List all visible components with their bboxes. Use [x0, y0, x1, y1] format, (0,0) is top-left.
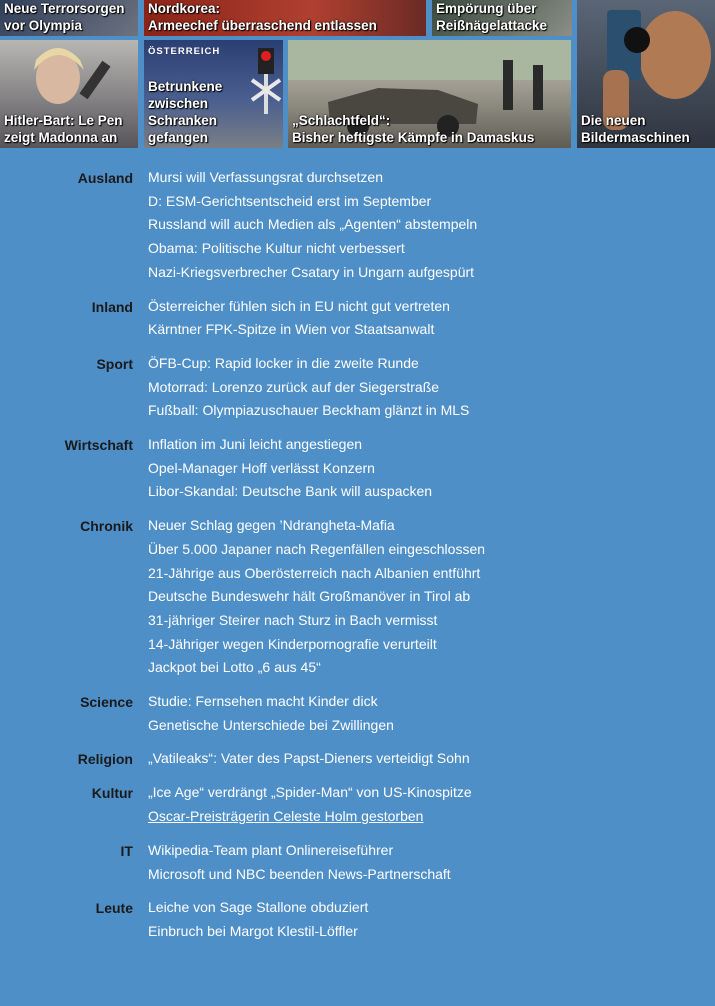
- news-link[interactable]: Kärntner FPK-Spitze in Wien vor Staatsanwalt: [148, 321, 435, 338]
- news-link[interactable]: 31-jähriger Steirer nach Sturz in Bach vermisst: [148, 611, 438, 628]
- news-link[interactable]: Über 5.000 Japaner nach Regenfällen eingeschlossen: [148, 540, 486, 557]
- section-inland: [0, 295, 715, 342]
- news-link[interactable]: „Vatileaks“: Vater des Papst-Dieners verteidigt Sohn: [148, 750, 470, 767]
- section-label: IT: [120, 842, 133, 859]
- teaser-caption: „Schlachtfeld“: Bisher heftigste Kämpfe in Damaskus: [292, 113, 535, 145]
- news-link[interactable]: Opel-Manager Hoff verlässt Konzern: [148, 459, 375, 476]
- section-label: Sport: [96, 355, 133, 372]
- section-kultur: [0, 781, 715, 828]
- section-label: Chronik: [80, 518, 133, 535]
- news-link[interactable]: Microsoft und NBC beenden News-Partnerschaft: [148, 865, 451, 882]
- section-label: Inland: [91, 298, 133, 315]
- section-label: Kultur: [91, 785, 133, 802]
- news-link[interactable]: D: ESM-Gerichtsentscheid erst im September: [148, 192, 432, 209]
- news-link[interactable]: Obama: Politische Kultur nicht verbessert: [148, 240, 405, 257]
- news-link[interactable]: Jackpot bei Lotto „6 aus 45“: [148, 659, 321, 676]
- news-link[interactable]: Wikipedia-Team plant Onlinereiseführer: [148, 841, 394, 858]
- news-link[interactable]: Leiche von Sage Stallone obduziert: [148, 899, 369, 916]
- section-leute: [0, 896, 715, 943]
- news-link[interactable]: Libor-Skandal: Deutsche Bank will auspacken: [148, 483, 433, 500]
- teaser-caption: Betrunkene zwischen Schranken gefangen: [148, 79, 223, 145]
- section-label: Science: [80, 694, 133, 711]
- news-link[interactable]: Russland will auch Medien als „Agenten“ abstempeln: [148, 216, 478, 233]
- section-wirtschaft: [0, 433, 715, 504]
- section-science: [0, 690, 715, 737]
- section-religion: [0, 747, 715, 771]
- teaser-terrorsorgen[interactable]: [0, 0, 138, 36]
- teaser-nordkorea[interactable]: [144, 0, 426, 36]
- teaser-caption: Neue Terrorsorgen vor Olympia: [4, 1, 125, 33]
- news-link[interactable]: „Ice Age“ verdrängt „Spider-Man“ von US-Kinospitze: [148, 784, 472, 801]
- news-link[interactable]: Motorrad: Lorenzo zurück auf der Siegerstraße: [148, 378, 440, 395]
- news-link[interactable]: 14-Jähriger wegen Kinderpornografie verurteilt: [148, 635, 437, 652]
- section-ausland: [0, 166, 715, 285]
- news-link[interactable]: Neuer Schlag gegen ’Ndrangheta-Mafia: [148, 517, 395, 534]
- news-list: [0, 166, 715, 954]
- news-link[interactable]: Einbruch bei Margot Klestil-Löffler: [148, 922, 358, 939]
- news-link[interactable]: Deutsche Bundeswehr hält Großmanöver in Tirol ab: [148, 588, 471, 605]
- teaser-reissnaegel[interactable]: [432, 0, 572, 36]
- news-link[interactable]: Inflation im Juni leicht angestiegen: [148, 436, 363, 453]
- section-label: Wirtschaft: [64, 437, 133, 454]
- news-link[interactable]: Genetische Unterschiede bei Zwillingen: [148, 716, 394, 733]
- section-sport: [0, 352, 715, 423]
- section-chronik: [0, 514, 715, 680]
- news-link-hovered[interactable]: Oscar-Preisträgerin Celeste Holm gestorben: [148, 808, 424, 825]
- section-label: Religion: [77, 751, 133, 768]
- region-tag: ÖSTERREICH: [148, 46, 221, 57]
- section-label: Ausland: [77, 170, 133, 186]
- teaser-schranken[interactable]: [144, 40, 283, 148]
- teaser-caption: Hitler-Bart: Le Pen zeigt Madonna an: [4, 113, 123, 145]
- teaser-caption: Empörung über Reißnägelattacke: [436, 1, 548, 33]
- teaser-damaskus[interactable]: [288, 40, 571, 148]
- news-link[interactable]: Studie: Fernsehen macht Kinder dick: [148, 693, 378, 710]
- teaser-caption: Nordkorea: Armeechef überraschend entlassen: [148, 1, 377, 33]
- news-link[interactable]: Österreicher fühlen sich in EU nicht gut vertreten: [148, 297, 450, 314]
- news-link[interactable]: Nazi-Kriegsverbrecher Csatary in Ungarn aufgespürt: [148, 263, 475, 280]
- teaser-bildermaschinen[interactable]: [577, 0, 715, 148]
- news-link[interactable]: Fußball: Olympiazuschauer Beckham glänzt in MLS: [148, 402, 470, 419]
- news-link[interactable]: Mursi will Verfassungsrat durchsetzen: [148, 169, 383, 185]
- teaser-caption: Die neuen Bildermaschinen: [581, 113, 690, 145]
- section-it: [0, 839, 715, 886]
- news-link[interactable]: 21-Jährige aus Oberösterreich nach Albanien entführt: [148, 564, 481, 581]
- section-label: Leute: [95, 900, 133, 917]
- news-link[interactable]: ÖFB-Cup: Rapid locker in die zweite Runde: [148, 354, 419, 371]
- teaser-madonna[interactable]: [0, 40, 138, 148]
